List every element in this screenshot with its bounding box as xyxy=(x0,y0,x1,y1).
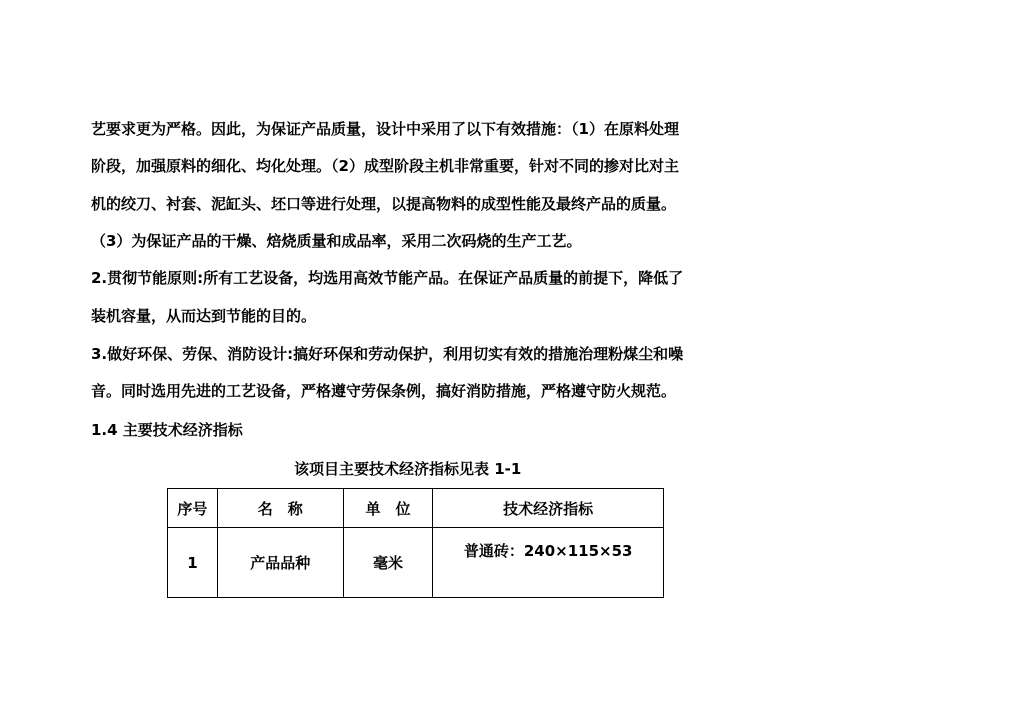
cell-unit: 毫米 xyxy=(343,528,433,598)
table-row xyxy=(168,528,664,598)
header-cell-index: 序号 xyxy=(168,489,218,528)
cell-indicator: 普通砖：240×115×53 xyxy=(433,528,664,598)
header-cell-indicator: 技术经济指标 xyxy=(433,489,664,528)
paragraph-line-3: 机的绞刀、衬套、泥缸头、坯口等进行处理，以提高物料的成型性能及最终产品的质量。 xyxy=(91,195,677,213)
table-caption: 该项目主要技术经济指标见表 1-1 xyxy=(294,460,522,478)
paragraph-line-2: 阶段，加强原料的细化、均化处理。（2）成型阶段主机非常重要，针对不同的掺对比对主 xyxy=(91,157,679,175)
paragraph-line-6: 装机容量，从而达到节能的目的。 xyxy=(91,307,317,325)
cell-index: 1 xyxy=(168,528,218,598)
section-heading: 1.4 主要技术经济指标 xyxy=(91,421,243,439)
table-header-row xyxy=(168,489,664,528)
header-cell-unit: 单 位 xyxy=(343,489,433,528)
paragraph-line-4: （3）为保证产品的干燥、焙烧质量和成品率，采用二次码烧的生产工艺。 xyxy=(91,232,582,250)
paragraph-line-5: 2.贯彻节能原则:所有工艺设备，均选用高效节能产品。在保证产品质量的前提下，降低了 xyxy=(91,269,684,287)
cell-name: 产品品种 xyxy=(217,528,343,598)
paragraph-line-1: 艺要求更为严格。因此，为保证产品质量，设计中采用了以下有效措施：（1）在原料处理 xyxy=(91,120,679,138)
header-cell-name: 名 称 xyxy=(217,489,343,528)
paragraph-line-7: 3.做好环保、劳保、消防设计:搞好环保和劳动保护，利用切实有效的措施治理粉煤尘和噪 xyxy=(91,345,684,363)
indicator-table xyxy=(167,488,664,598)
paragraph-line-8: 音。同时选用先进的工艺设备，严格遵守劳保条例，搞好消防措施，严格遵守防火规范。 xyxy=(91,382,677,400)
